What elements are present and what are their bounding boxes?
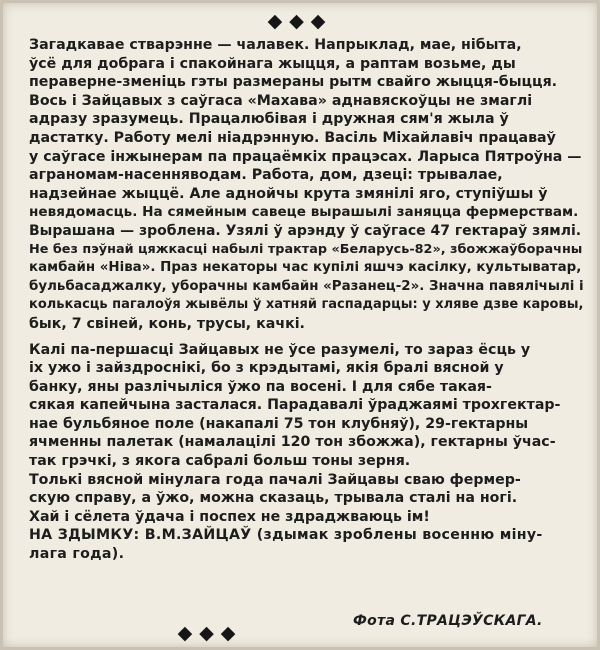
- text-line: надзейнае жыццё. Але аднойчы крута змянілі яго, ступіўшы ў: [29, 185, 548, 202]
- text-line: Загадкавае стварэнне — чалавек. Напрыклад, мае, нібыта,: [29, 37, 522, 53]
- text-line: нае бульбяное поле (накапалі 75 тон клубняў), 29-гектарны: [29, 415, 529, 432]
- text-line: невядомасць. На сямейным савеце вырашылі заняцца фермерствам.: [29, 204, 579, 221]
- article-body: [29, 36, 585, 564]
- newspaper-clipping: [3, 3, 597, 647]
- text-line: іх ужо і зайздроснікі, бо з крэдытамі, якія бралі вясной у: [29, 360, 504, 377]
- text-line: у саўгасе інжынерам па працаёмкіх працэсах. Ларыса Пятроўна —: [29, 148, 582, 165]
- text-line: Вырашана — зроблена. Узялі ў арэнду ў саўгасе 47 гектараў зямлі.: [29, 222, 582, 239]
- bottom-diamond-ornament: ◆◆◆: [177, 622, 243, 644]
- text-line: так грэчкі, з якога сабралі больш тоны зерня.: [29, 453, 411, 470]
- paragraph-3: [29, 471, 585, 527]
- text-line: пераверне-зменіць гэты размераны рытм свайго жыцця-быцця.: [29, 74, 558, 91]
- caption-line: НА ЗДЫМКУ: В.М.ЗАЙЦАЎ (здымак зроблены восенню міну-: [29, 527, 543, 544]
- text-line: Калі па-першасці Зайцавых не ўсе разумелі, то зараз ёсць у: [29, 341, 531, 358]
- text-line: Толькі вясной мінулага года пачалі Зайцавы сваю фермер-: [29, 471, 521, 488]
- top-diamond-ornament: ◆◆◆: [267, 10, 333, 32]
- text-line: ячменны палетак (намалацілі 120 тон збожжа), гектарны ўчас-: [29, 434, 556, 451]
- photo-credit: Фота С.ТРАЦЭЎСКАГА.: [353, 613, 543, 629]
- text-line: ўсё для добрага і спакойнага жыцця, а раптам возьме, ды: [29, 55, 516, 72]
- paragraph-1: [29, 36, 585, 334]
- text-line: Не без пэўнай цяжкасці набылі трактар «Беларусь-82», збожжаўборачны: [29, 241, 583, 257]
- text-line: аграномам-насенняводам. Работа, дом, дзеці: трывалае,: [29, 167, 503, 184]
- text-line: бык, 7 свіней, конь, трусы, качкі.: [29, 315, 305, 332]
- text-line: Хай і сёлета ўдача і поспех не здраджваюць ім!: [29, 508, 430, 525]
- text-line: бульбасаджалку, уборачны камбайн «Разанец-2». Значна павялічылі і: [29, 278, 584, 294]
- photo-caption: [29, 526, 585, 563]
- text-line: банку, яны разлічыліся ўжо па восені. І для сябе такая-: [29, 378, 492, 395]
- caption-line: лага года).: [29, 546, 125, 563]
- text-line: адразу зразумець. Працалюбівая і дружная сям'я жыла ў: [29, 111, 509, 128]
- text-line: Вось і Зайцавых з саўгаса «Махава» аднавяскоўцы не змаглі: [29, 92, 533, 109]
- text-line: колькасць пагалоўя жывёлы ў хатняй гаспадарцы: у хляве дзве каровы,: [29, 297, 584, 313]
- text-line: дастатку. Работу мелі ніадрэнную. Васіль Міхайлавіч працаваў: [29, 129, 556, 146]
- text-line: скую справу, а ўжо, можна сказаць, трывала сталі на ногі.: [29, 490, 518, 507]
- text-line: камбайн «Ніва». Праз некаторы час купілі яшчэ касілку, культыватар,: [29, 260, 582, 276]
- text-line: сякая капейчына засталася. Парадавалі ўраджаямі трохгектар-: [29, 397, 561, 414]
- paragraph-2: [29, 341, 585, 471]
